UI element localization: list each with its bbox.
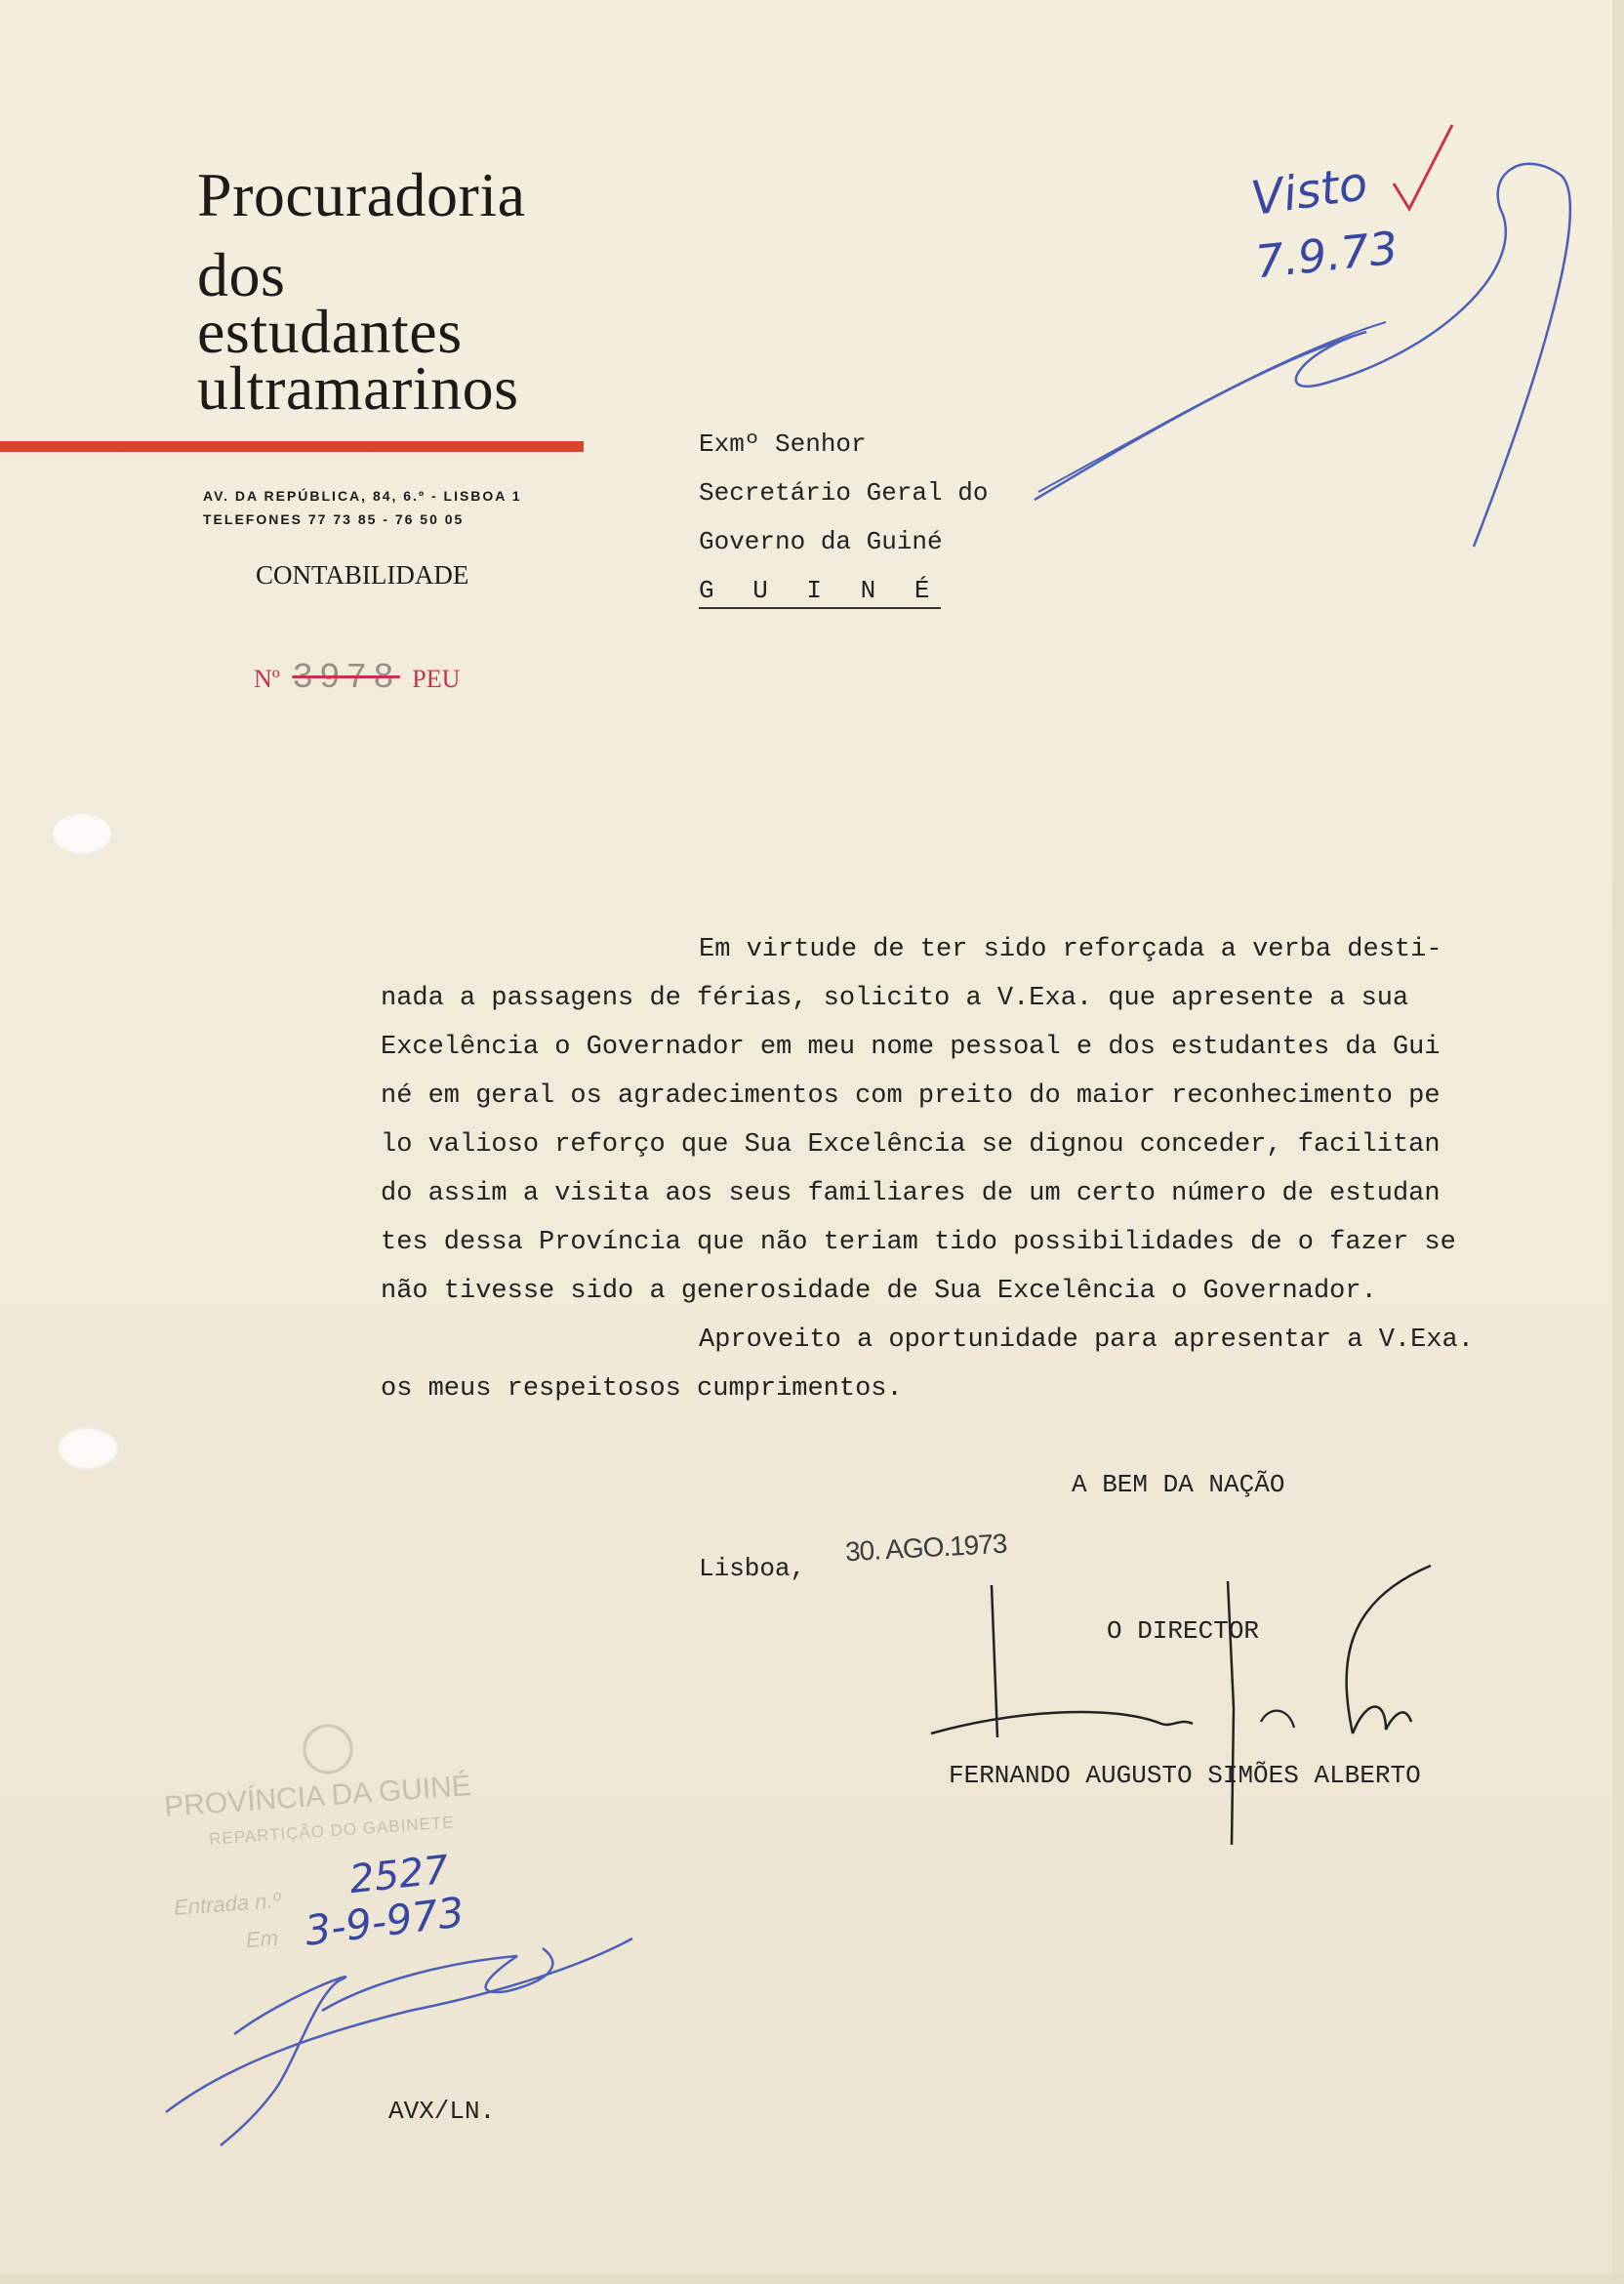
body-line: lo valioso reforço que Sua Excelência se dignou conceder, facilitan [381,1130,1441,1160]
letterhead-org-line3: estudantes [197,297,463,366]
body-line: Aproveito a oportunidade para apresentar a V.Exa. [699,1326,1474,1355]
recipient-line3: Governo da Guiné [699,527,943,556]
letterhead-phones: TELEFONES 77 73 85 - 76 50 05 [203,511,465,527]
body-line: tes dessa Província que não teriam tido possibilidades de o fazer se [381,1228,1456,1257]
signature-stroke [1347,1566,1431,1733]
signature-stroke [992,1585,997,1737]
letterhead-org-line4: ultramarinos [197,353,519,423]
department-label: CONTABILIDADE [256,560,469,590]
signature-stroke [931,1712,1193,1733]
closing-place: Lisboa, [699,1554,806,1583]
recipient-line1: Exmº Senhor [699,429,867,459]
letterhead-address: AV. DA REPÚBLICA, 84, 6.º - LISBOA 1 [203,488,522,504]
footer-initials: AVX/LN. [388,2097,496,2126]
receipt-stamp-crest [304,1726,351,1773]
receipt-hand-number: 2527 [346,1847,451,1903]
reference-suffix: PEU [412,665,461,693]
recipient-line2: Secretário Geral do [699,478,989,508]
annotation-date: 7.9.73 [1252,221,1401,289]
reference-prefix: Nº [254,665,280,693]
body-line: do assim a visita aos seus familiares de um certo número de estudan [381,1179,1441,1208]
letterhead-org-line2: dos [197,240,286,309]
red-check-mark [1394,125,1452,209]
blue-signature-stroke [322,1948,552,2011]
blue-signature-stroke [166,1938,632,2112]
closing-signatory: FERNANDO AUGUSTO SIMÕES ALBERTO [949,1761,1421,1790]
date-stamp: 30. AGO.1973 [844,1528,1008,1568]
letterhead-org-line1-text: Procuradoria [197,160,526,229]
receipt-stamp-line2: REPARTIÇÃO DO GABINETE [208,1813,456,1849]
receipt-stamp-line3: Entrada n.º [173,1888,282,1920]
closing-motto: A BEM DA NAÇÃO [1072,1470,1285,1499]
body-line: não tivesse sido a generosidade de Sua Excelência o Governador. [381,1277,1377,1306]
receipt-hand-date: 3-9-973 [302,1888,467,1955]
receipt-stamp-line1: PROVÍNCIA DA GUINÉ [163,1770,472,1823]
blue-flourish-top [1035,164,1570,547]
body-line: os meus respeitosos cumprimentos. [381,1374,903,1404]
body-line: Excelência o Governador em meu nome pessoal e dos estudantes da Gui [381,1033,1441,1062]
signature-stroke [1228,1581,1234,1845]
body-line: né em geral os agradecimentos com preito do maior reconhecimento pe [381,1081,1441,1111]
body-line: Em virtude de ter sido reforçada a verba desti- [699,935,1442,964]
signature-stroke [1261,1711,1294,1728]
annotation-visto: Visto [1247,155,1371,227]
receipt-stamp-line4: Em [245,1925,279,1953]
body-line: nada a passagens de férias, solicito a V.Exa. que apresente a sua [381,984,1409,1013]
recipient-line4-text: G U I N É [699,576,941,609]
closing-title: O DIRECTOR [1107,1616,1260,1646]
blue-signature-stroke [221,1977,345,2145]
reference-digits: 3978 [292,658,400,698]
